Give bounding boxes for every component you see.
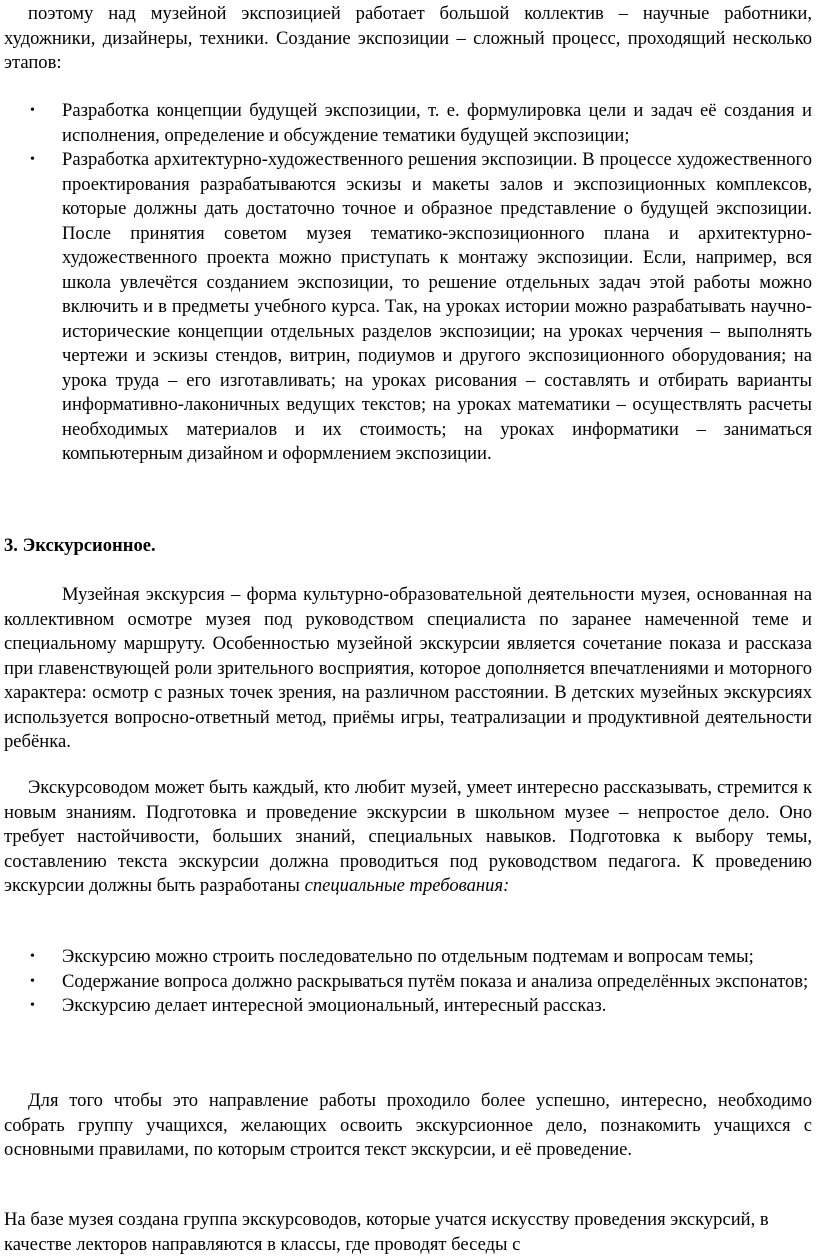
guide-paragraph-text: Экскурсоводом может быть каждый, кто любит музей, умеет интересно рассказывать, стремится к новым знаниям. Подготовка и проведение экскурсии в школьном музее – непростое дело. Оно требует настойчивости, больших знаний, специальных навыков. Подготовка к выбору темы, составлению текста экскурсии должна проводиться под руководством педагога. К проведению экскурсии должны быть разработаны: [4, 777, 812, 896]
group-paragraph: Для того чтобы это направление работы проходило более успешно, интересно, необходимо собрать группу учащихся, желающих освоить экскурсионное дело, познакомить учащихся с основными правилами, по которым строится текст экскурсии, и её проведение.: [4, 1090, 812, 1160]
guides-group-paragraph: На базе музея создана группа экскурсоводов, которые учатся искусству проведения экскурсий, в качестве лекторов направляются в классы, где проводят беседы с: [4, 1209, 769, 1255]
bullet-icon: •: [30, 973, 35, 989]
list-item-text: Экскурсию можно строить последовательно по отдельным подтемам и вопросам темы;: [62, 946, 754, 967]
bullet-icon: •: [30, 998, 35, 1013]
list-item-text: Разработка концепции будущей экспозиции, т. е. формулировка цели и задач её создания и исполнения, определение и обсуждение тематики будущей экспозиции;: [62, 100, 812, 146]
guide-paragraph: [4, 776, 812, 899]
section-heading: 3. Экскурсионное.: [4, 535, 156, 556]
list-item-text: Экскурсию делает интересной эмоциональный, интересный рассказ.: [62, 995, 607, 1016]
list-item: [0, 994, 812, 1019]
bullet-icon: •: [30, 949, 35, 964]
bullet-icon: •: [30, 103, 35, 118]
list-item: [0, 970, 812, 995]
stages-list: [0, 99, 812, 467]
excursion-definition-paragraph: Музейная экскурсия – форма культурно-образовательной деятельности музея, основанная на коллективном осмотре музея под руководством специалиста по заранее намеченной теме и специальному маршруту. Особенностью музейной экскурсии является сочетание показа и рассказа при главенствующей роли зрительного восприятия, которое дополняется впечатлениями и моторного характера: осмотр с разных точек зрения, на различном расстоянии. В детских музейных экскурсиях используется вопросно-ответный метод, приёмы игры, театрализации и продуктивной деятельности ребёнка.: [4, 584, 812, 752]
list-item-text: Разработка архитектурно-художественного решения экспозиции. В процессе художественного проектирования разрабатываются эскизы и макеты залов и экспозиционных комплексов, которые должны дать достаточно точное и образное представление о будущей экспозиции. После принятия советом музея тематико-экспозиционного плана и архитектурно-художественного проекта можно приступать к монтажу экспозиции. Если, например, вся школа увлечётся созданием экспозиции, то решение отдельных задач этой работы можно включить и в предметы учебного курса. Так, на уроках истории можно разрабатывать научно-исторические концепции отдельных разделов экспозиции; на уроках черчения – выполнять чертежи и эскизы стендов, витрин, подиумов и другого экспозиционного оборудования; на урока труда – его изготавливать; на уроках рисования – составлять и отбирать варианты информативно-лаконичных ведущих текстов; на уроках математики – осуществлять расчеты необходимых материалов и их стоимость; на уроках информатики – заниматься компьютерным дизайном и оформлением экспозиции.: [62, 149, 812, 464]
requirements-list: [0, 945, 812, 1019]
list-item: [0, 148, 812, 467]
list-item-text: Содержание вопроса должно раскрываться путём показа и анализа определённых экспонатов;: [62, 970, 809, 992]
special-requirements-text: специальные требования:: [304, 875, 510, 896]
bullet-icon: •: [30, 152, 35, 167]
list-item: [0, 945, 812, 970]
intro-paragraph: поэтому над музейной экспозицией работает большой коллектив – научные работники, художники, дизайнеры, техники. Создание экспозиции – сложный процесс, проходящий несколько этапов:: [4, 3, 812, 73]
list-item: [0, 99, 812, 148]
